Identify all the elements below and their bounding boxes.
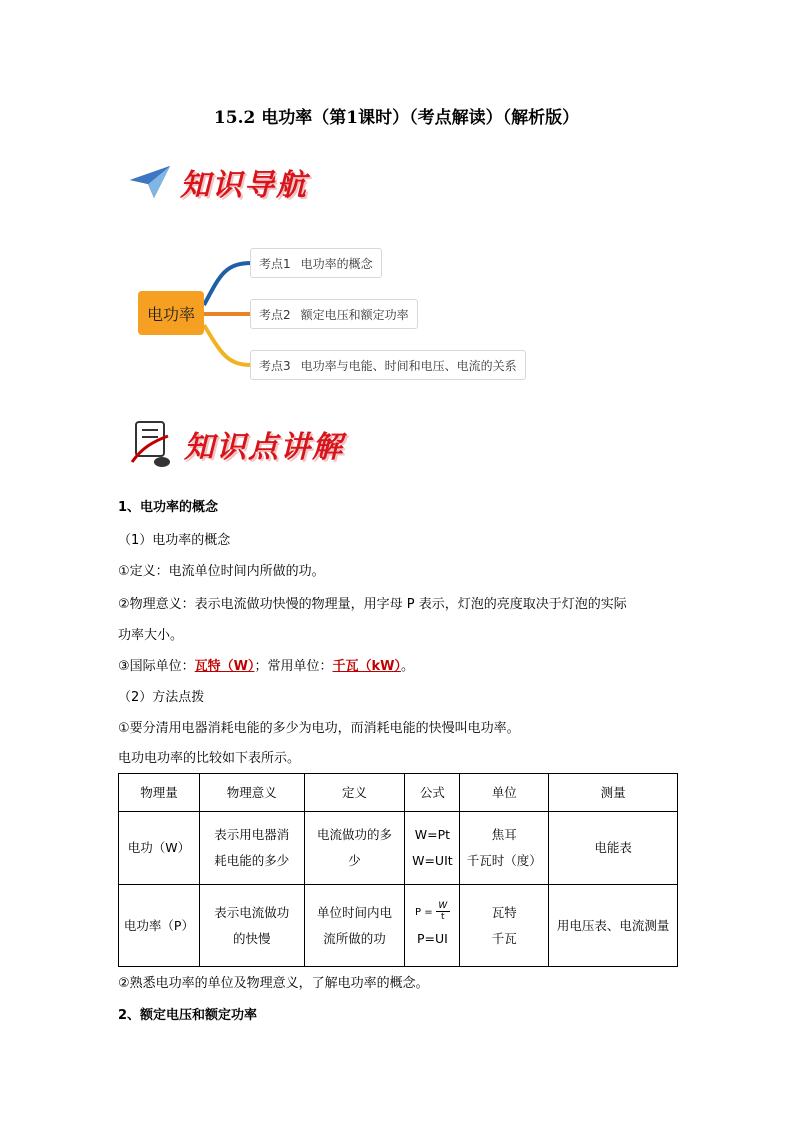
table-cell: 用电压表、电流测量: [549, 885, 678, 967]
table-header: 公式: [405, 774, 460, 812]
table-cell: 瓦特 千瓦: [460, 885, 549, 967]
table-header: 物理意义: [199, 774, 304, 812]
paragraph-units: ③国际单位：瓦特（W）；常用单位：千瓦（kW）。: [118, 659, 415, 674]
paragraph: 电功电功率的比较如下表所示。: [118, 751, 301, 766]
table-cell: P = $\frac{W}{t}$ P=UI: [405, 885, 460, 967]
subheading: （1）电功率的概念: [118, 533, 231, 548]
banner-title: 知识点讲解: [184, 430, 344, 465]
table-cell: 电能表: [549, 812, 678, 885]
table-row: [119, 885, 678, 967]
paragraph: ②熟悉电功率的单位及物理意义，了解电功率的概念。: [118, 976, 429, 991]
mind-map: [130, 235, 580, 385]
subheading: （2）方法点拨: [118, 690, 205, 705]
knowledge-nav-banner: [128, 160, 308, 204]
paragraph: ①定义：电流单位时间内所做的功。: [118, 564, 325, 579]
section-heading: 2、额定电压和额定功率: [118, 1008, 258, 1023]
page-title: 15.2 电功率（第1课时）（考点解读）（解析版）: [213, 108, 580, 128]
mind-map-branch-1: 考点1 电功率的概念: [250, 248, 382, 278]
knowledge-points-banner: [128, 418, 344, 470]
mind-map-branch-3: 考点3 电功率与电能、时间和电压、电流的关系: [250, 350, 526, 380]
paragraph: ①要分清用电器消耗电能的多少为电功，而消耗电能的快慢叫电功率。: [118, 721, 520, 736]
table-cell: 表示电流做功 的快慢: [199, 885, 304, 967]
comparison-table: [118, 773, 678, 967]
table-row: [119, 812, 678, 885]
table-header: 单位: [460, 774, 549, 812]
scroll-quill-icon: [128, 418, 176, 470]
table-header: 测量: [549, 774, 678, 812]
table-header: 物理量: [119, 774, 200, 812]
paragraph: ②物理意义：表示电流做功快慢的物理量，用字母 P 表示，灯泡的亮度取决于灯泡的实际: [118, 597, 627, 612]
table-header: 定义: [304, 774, 405, 812]
table-cell: W=Pt W=UIt: [405, 812, 460, 885]
section-heading: 1、电功率的概念: [118, 500, 219, 515]
paper-plane-icon: [128, 164, 172, 200]
table-cell: 电功率（P）: [119, 885, 200, 967]
si-unit: 瓦特（W）: [194, 659, 255, 674]
table-cell: 焦耳 千瓦时（度）: [460, 812, 549, 885]
table-cell: 表示用电器消 耗电能的多少: [199, 812, 304, 885]
mind-map-branch-2: 考点2 额定电压和额定功率: [250, 299, 418, 329]
table-cell: 单位时间内电 流所做的功: [304, 885, 405, 967]
table-cell: 电功（W）: [119, 812, 200, 885]
table-cell: 电流做功的多 少: [304, 812, 405, 885]
mind-map-center: 电功率: [138, 291, 204, 335]
table-header-row: [119, 774, 678, 812]
common-unit: 千瓦（kW）: [332, 659, 402, 674]
power-formula-fraction: P = $\frac{W}{t}$: [409, 900, 455, 926]
banner-title: 知识导航: [180, 168, 308, 203]
paragraph: 功率大小。: [118, 628, 184, 643]
